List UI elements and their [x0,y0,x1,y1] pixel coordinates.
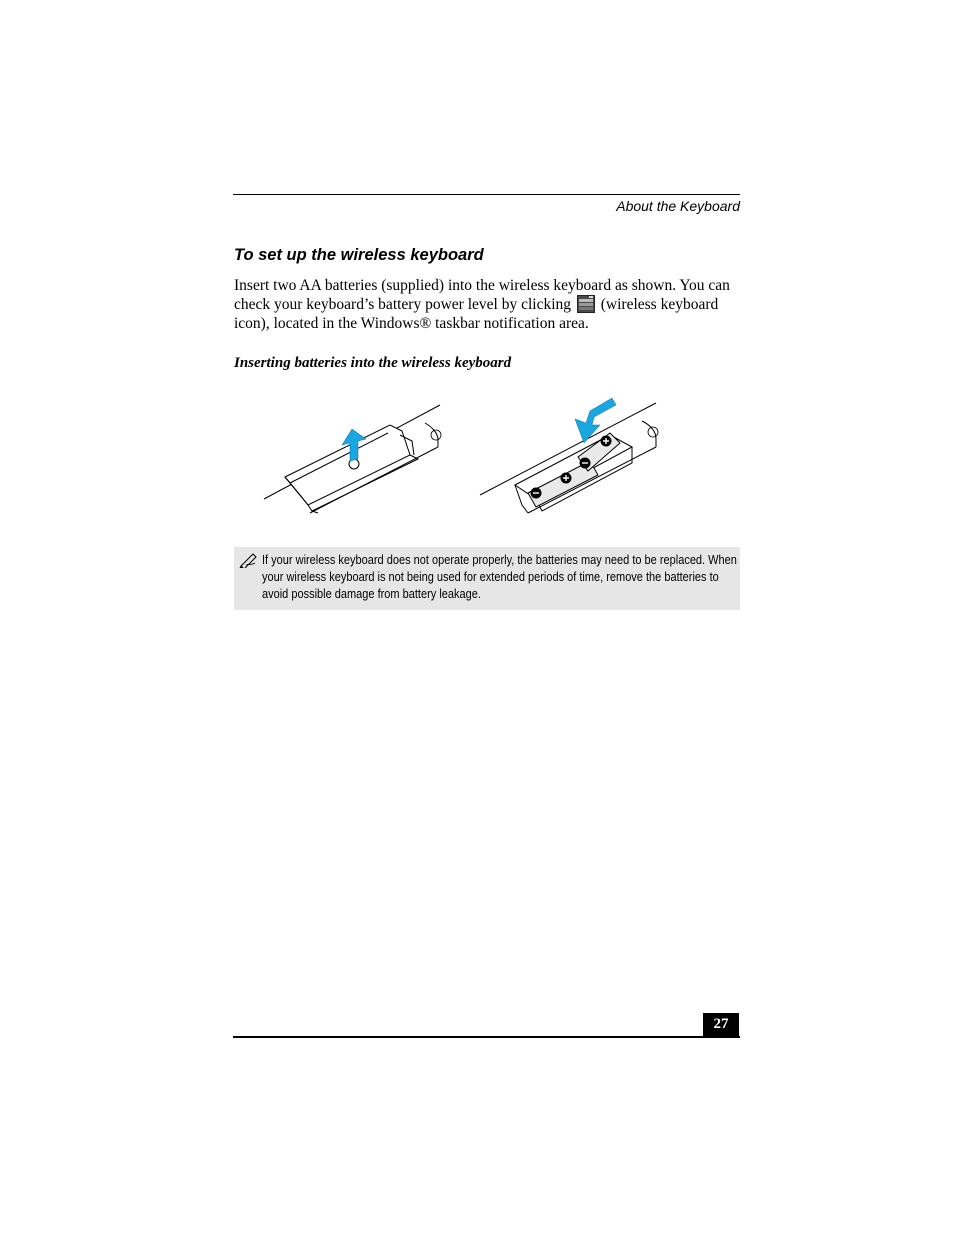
figure-caption: Inserting batteries into the wireless keyboard [234,355,512,371]
wireless-keyboard-icon [577,295,595,313]
battery-compartment-illustration [480,403,658,513]
footer-rule [233,1036,740,1038]
pencil-note-icon [239,552,259,568]
note-box [234,547,740,610]
section-title: To set up the wireless keyboard [234,246,484,264]
note-text: If your wireless keyboard does not operate properly, the batteries may need to be replaced. When your wireless keyboard is not being used for extended periods of time, remove the batteries to avoid possible damage from battery leakage. [262,553,737,601]
page-number: 27 [703,1013,739,1037]
body-paragraph [234,276,740,333]
aa-batteries [528,433,620,507]
paragraph-text-start: Insert two AA batteries (supplied) into the wireless keyboard as shown. You can check your keyboard’s battery power level by clicking [234,277,730,313]
running-header: About the Keyboard [616,198,740,214]
paragraph-text-end: (wireless keyboard icon), located in the Windows® taskbar notification area. [234,296,719,332]
battery-illustration [260,395,660,520]
header-rule [233,194,740,195]
